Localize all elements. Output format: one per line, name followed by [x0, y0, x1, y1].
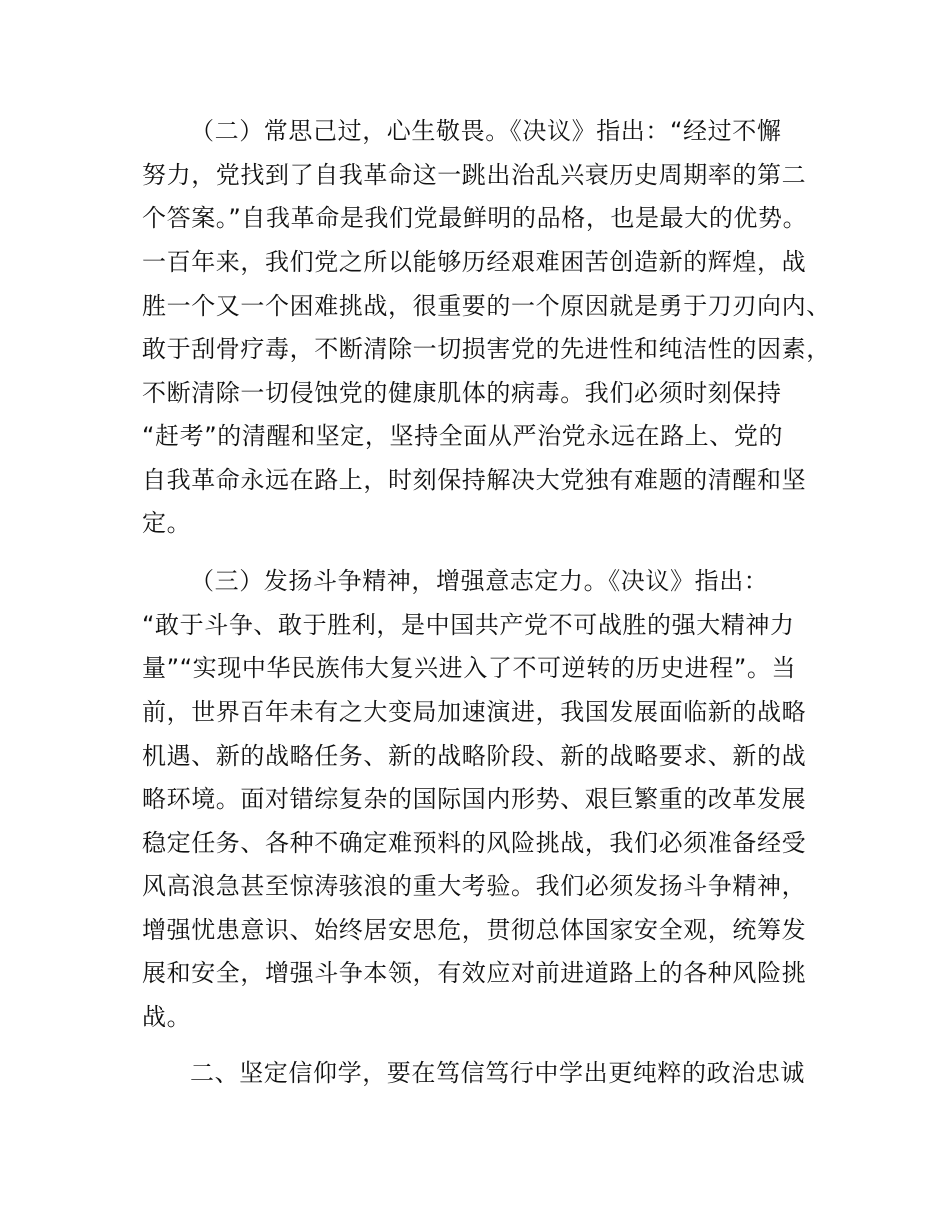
text-line: 个答案。”自我革命是我们党最鲜明的品格，也是最大的优势。 — [142, 204, 808, 232]
text-line: 略环境。面对错综复杂的国际国内形势、艰巨繁重的改革发展 — [142, 785, 807, 813]
text-line: 自我革命永远在路上，时刻保持解决大党独有难题的清醒和坚 — [142, 466, 807, 494]
text-line: 风高浪急甚至惊涛骇浪的重大考验。我们必须发扬斗争精神， — [142, 872, 807, 900]
text-line: （二）常思己过，心生敬畏。《决议》指出：“经过不懈 — [190, 117, 782, 145]
text-line: 不断清除一切侵蚀党的健康肌体的病毒。我们必须时刻保持 — [142, 379, 782, 407]
text-line: （三）发扬斗争精神，增强意志定力。《决议》指出： — [190, 567, 769, 595]
text-line: 稳定任务、各种不确定难预料的风险挑战，我们必须准备经受 — [142, 829, 807, 857]
text-line: 努力，党找到了自我革命这一跳出治乱兴衰历史周期率的第二 — [142, 161, 807, 189]
text-line: 定。 — [142, 509, 192, 537]
text-line: 战。 — [142, 1003, 192, 1031]
text-line: 一百年来，我们党之所以能够历经艰难困苦创造新的辉煌，战 — [142, 248, 807, 276]
text-line: 机遇、新的战略任务、新的战略阶段、新的战略要求、新的战 — [142, 742, 807, 770]
heading-line: 二、坚定信仰学，要在笃信笃行中学出更纯粹的政治忠诚 — [190, 1059, 805, 1087]
text-line: “敢于斗争、敢于胜利，是中国共产党不可战胜的强大精神力 — [142, 611, 795, 639]
text-line: 增强忧患意识、始终居安思危，贯彻总体国家安全观，统筹发 — [142, 916, 807, 944]
text-line: 展和安全，增强斗争本领，有效应对前进道路上的各种风险挑 — [142, 959, 807, 987]
text-line: 量”“实现中华民族伟大复兴进入了不可逆转的历史进程”。当 — [142, 654, 797, 682]
text-line: 敢于刮骨疗毒，不断清除一切损害党的先进性和纯洁性的因素， — [142, 335, 831, 363]
text-line: 前，世界百年未有之大变局加速演进，我国发展面临新的战略 — [142, 698, 807, 726]
text-line: 胜一个又一个困难挑战，很重要的一个原因就是勇于刀刃向内、 — [142, 292, 831, 320]
text-line: “赶考”的清醒和坚定，坚持全面从严治党永远在路上、党的 — [142, 422, 784, 450]
